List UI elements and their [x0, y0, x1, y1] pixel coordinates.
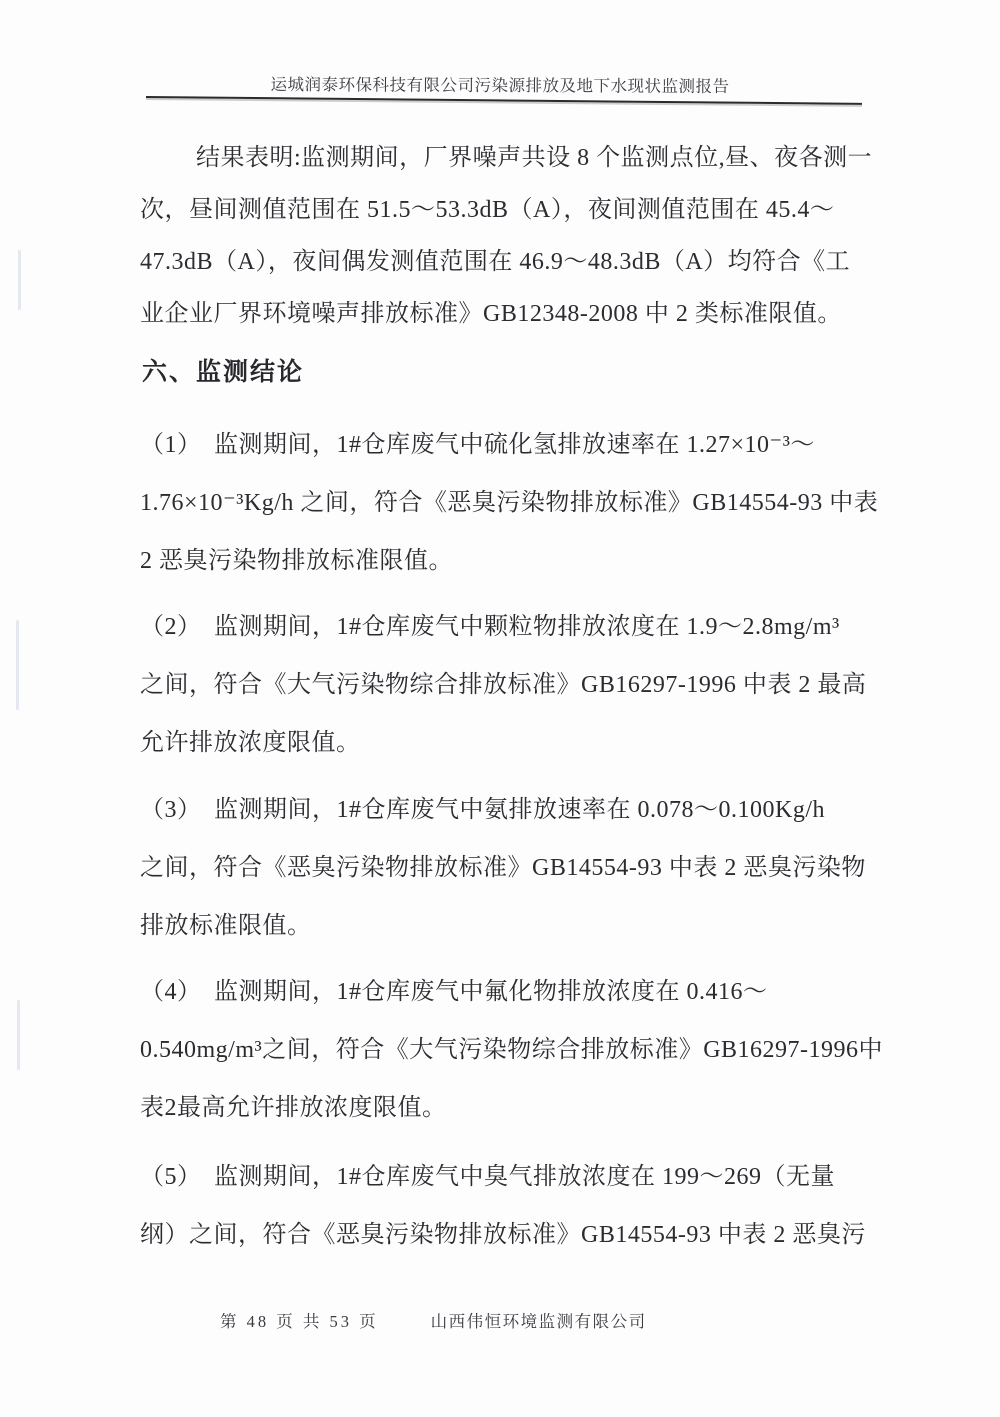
page-number: 第 48 页 共 53 页	[220, 1312, 379, 1331]
scan-artifact	[16, 620, 19, 710]
company-name: 山西伟恒环境监测有限公司	[430, 1312, 647, 1331]
paragraph-line: 2 恶臭污染物排放标准限值。	[140, 548, 453, 574]
scan-artifact	[18, 250, 21, 310]
paragraph-line: 纲）之间，符合《恶臭污染物排放标准》GB14554-93 中表 2 恶臭污	[140, 1222, 866, 1248]
paragraph-line: （3） 监测期间，1#仓库废气中氨排放速率在 0.078～0.100Kg/h	[140, 797, 825, 823]
paragraph-line: （2） 监测期间，1#仓库废气中颗粒物排放浓度在 1.9～2.8mg/m³	[140, 614, 840, 640]
paragraph-line: 0.540mg/m³之间，符合《大气污染物综合排放标准》GB16297-1996中	[140, 1037, 884, 1063]
paragraph-line: 次，昼间测值范围在 51.5～53.3dB（A），夜间测值范围在 45.4～	[140, 197, 835, 223]
section-heading-conclusions: 六、监测结论	[142, 359, 305, 386]
paragraph-line: 表2最高允许排放浓度限值。	[140, 1095, 447, 1121]
paragraph-line: （4） 监测期间，1#仓库废气中氟化物排放浓度在 0.416～	[140, 979, 768, 1005]
paragraph-line: 之间，符合《大气污染物综合排放标准》GB16297-1996 中表 2 最高	[140, 672, 867, 698]
paragraph-line: （1） 监测期间，1#仓库废气中硫化氢排放速率在 1.27×10⁻³～	[140, 432, 815, 458]
paragraph-line: 允许排放浓度限值。	[140, 730, 361, 756]
paragraph-line: 结果表明:监测期间，厂界噪声共设 8 个监测点位,昼、夜各测一	[196, 145, 873, 171]
paragraph-line: 排放标准限值。	[140, 913, 312, 939]
scan-artifact	[17, 1000, 20, 1070]
paragraph-line: 47.3dB（A），夜间偶发测值范围在 46.9～48.3dB（A）均符合《工	[140, 249, 851, 275]
header-rule	[146, 96, 862, 105]
page-footer	[140, 1308, 880, 1332]
conclusion-item-3	[140, 781, 880, 955]
conclusion-item-1	[140, 416, 880, 590]
report-title: 运城润泰环保科技有限公司污染源排放及地下水现状监测报告	[270, 74, 730, 97]
noise-result-paragraph	[140, 132, 880, 340]
paragraph-line: （5） 监测期间，1#仓库废气中臭气排放浓度在 199～269（无量	[140, 1164, 835, 1190]
paragraph-line: 之间，符合《恶臭污染物排放标准》GB14554-93 中表 2 恶臭污染物	[140, 855, 866, 881]
paragraph-line: 1.76×10⁻³Kg/h 之间，符合《恶臭污染物排放标准》GB14554-93 中表	[140, 490, 879, 516]
paragraph-line: 业企业厂界环境噪声排放标准》GB12348-2008 中 2 类标准限值。	[140, 301, 842, 327]
conclusion-item-5	[140, 1148, 880, 1264]
conclusion-item-2	[140, 598, 880, 772]
conclusion-item-4	[140, 963, 884, 1137]
